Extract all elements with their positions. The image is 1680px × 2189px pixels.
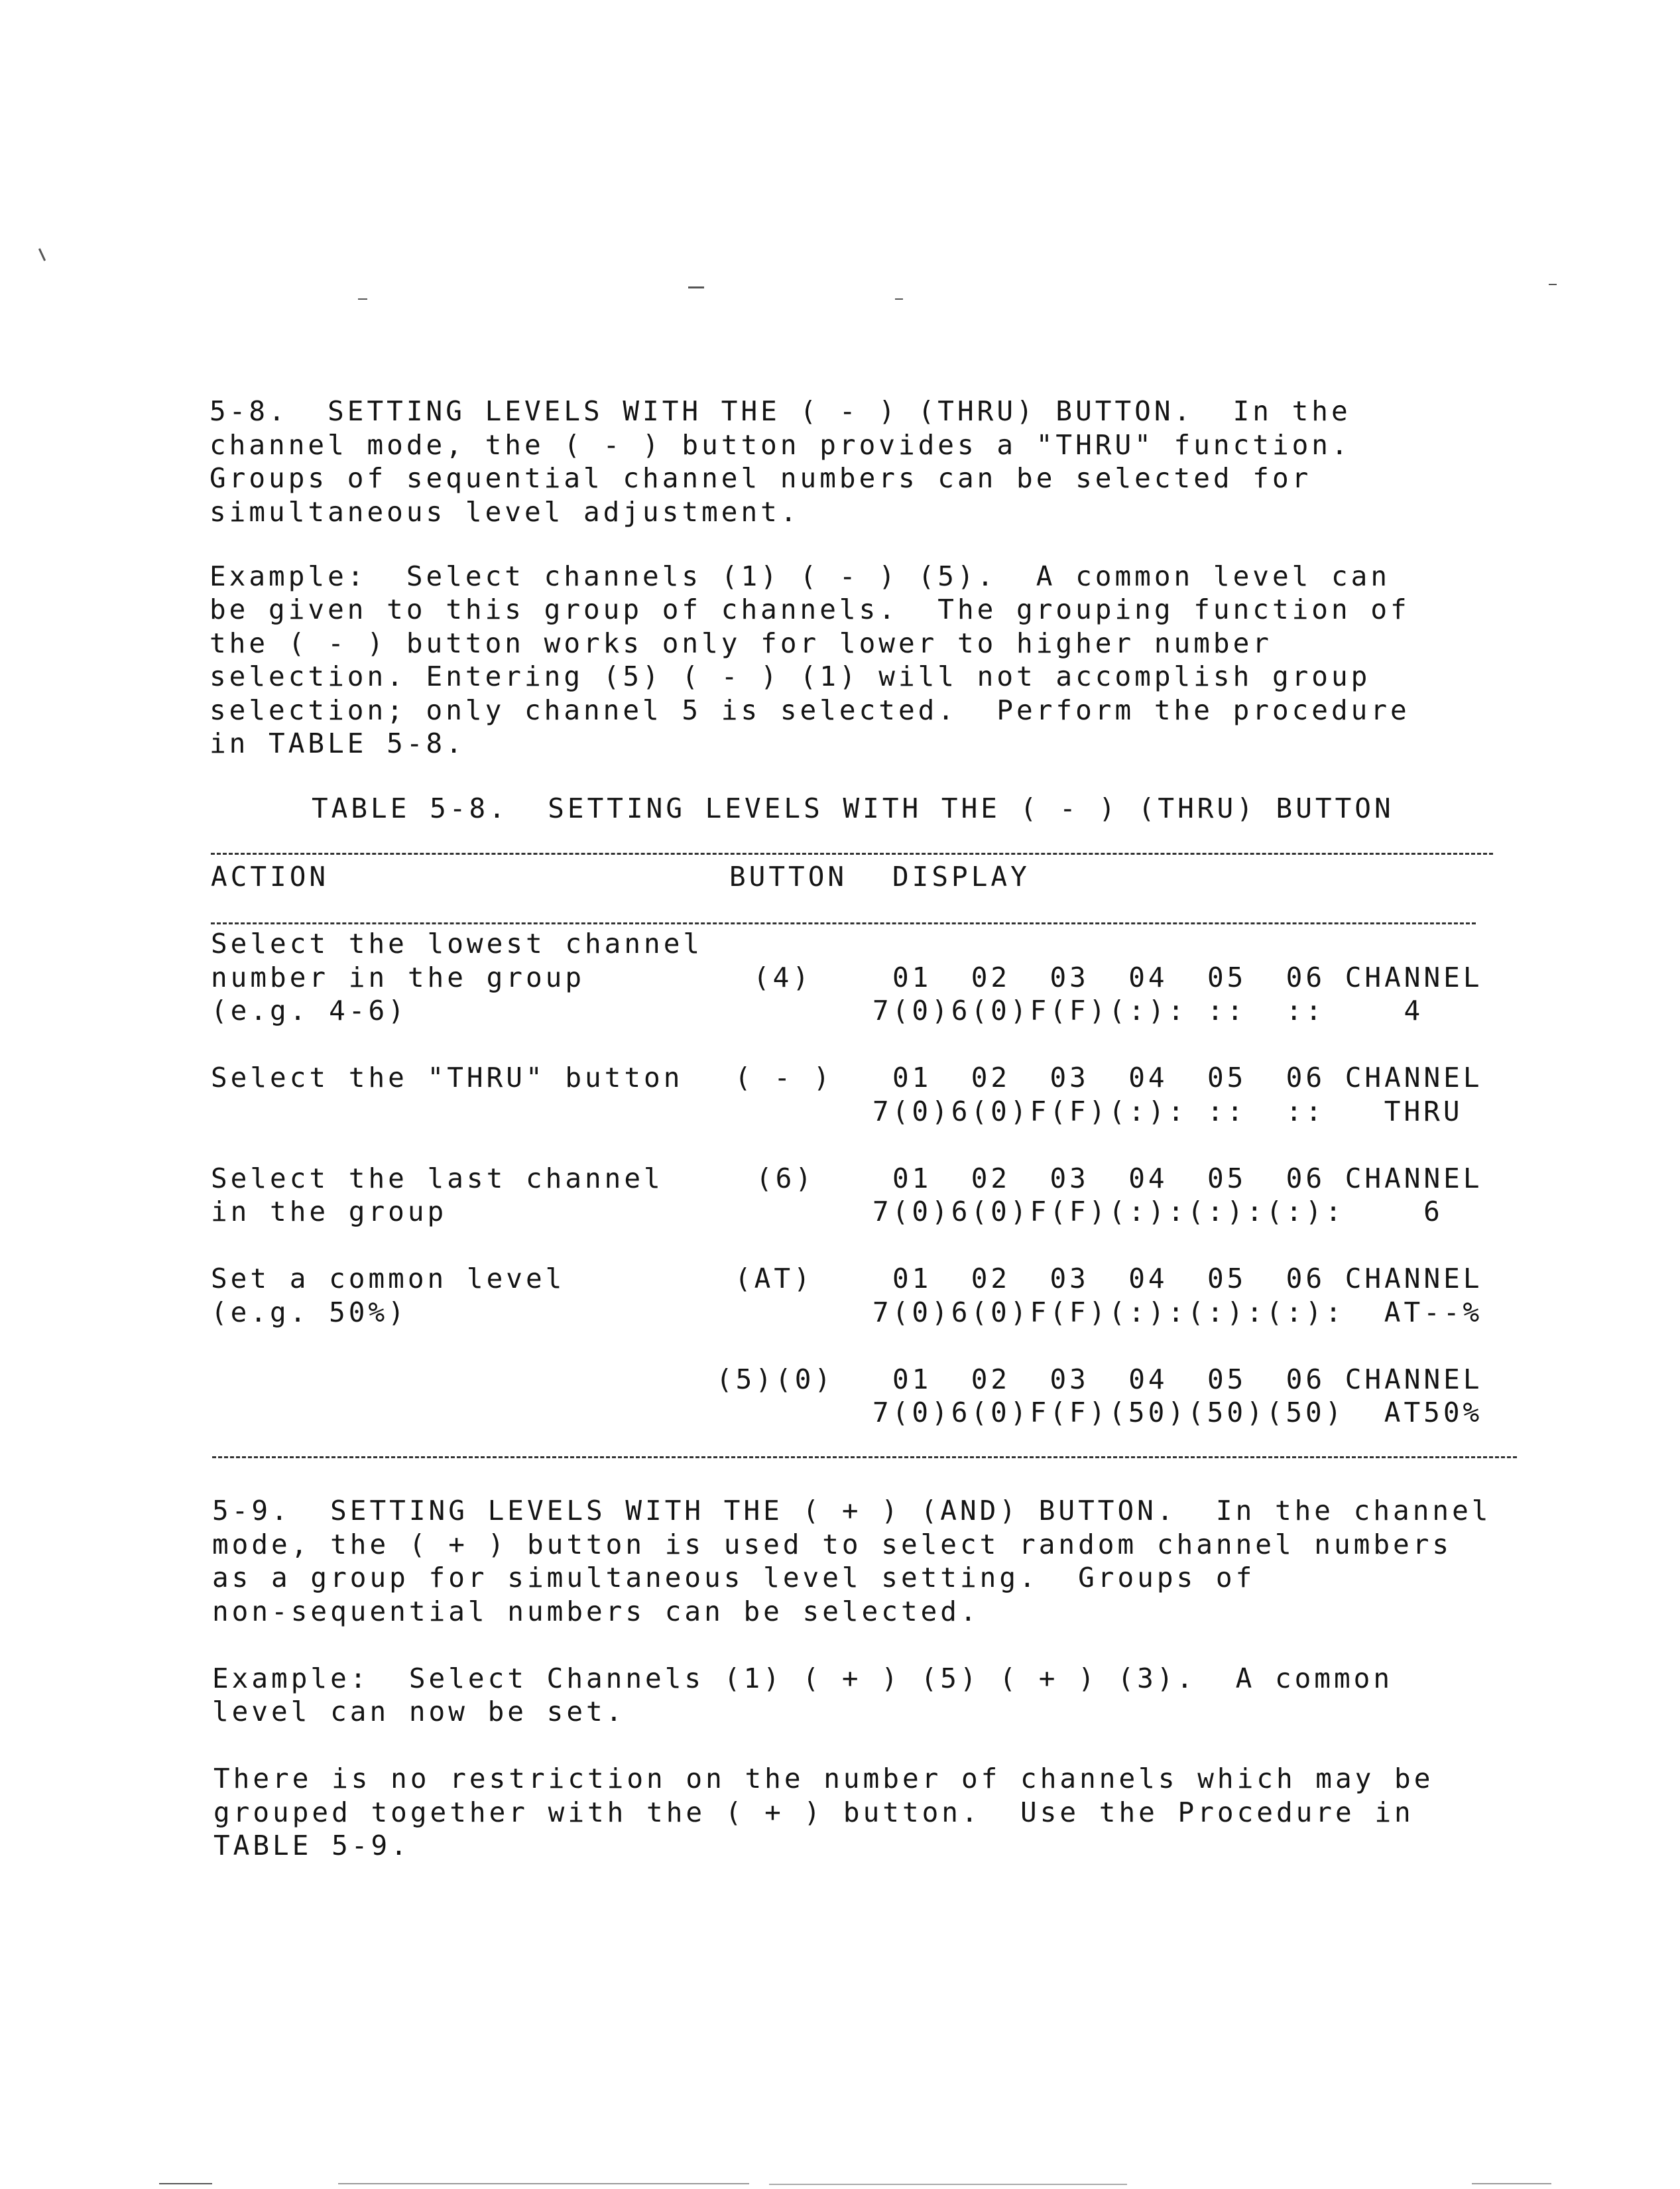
table-header-rule [211, 922, 1476, 924]
row-action-line: (e.g. 4-6) [211, 995, 408, 1027]
scan-mark [688, 286, 704, 288]
row-action-line: Select the last channel [211, 1162, 664, 1194]
row-display-line: 01 02 03 04 05 06 CHANNEL [892, 1363, 1483, 1395]
section-5-8-line: Groups of sequential channel numbers can be selected for [210, 462, 1312, 494]
example-line: be given to this group of channels. The grouping function of [210, 594, 1410, 625]
column-header-button: BUTTON [729, 861, 848, 893]
section-5-8-line: simultaneous level adjustment. [210, 496, 800, 528]
row-action-line: Set a common level [211, 1263, 566, 1294]
scan-mark [1549, 284, 1557, 285]
example-line: the ( - ) button works only for lower to higher number [210, 627, 1272, 659]
note-line: TABLE 5-9. [213, 1830, 410, 1861]
section-5-9-line: 5-9. SETTING LEVELS WITH THE ( + ) (AND) BUTTON. In the channel [212, 1495, 1492, 1527]
row-button: (AT) [735, 1263, 813, 1294]
scan-mark [38, 248, 46, 261]
row-button: (6) [756, 1162, 815, 1194]
row-button: (4) [753, 962, 813, 993]
table-bottom-rule [212, 1456, 1517, 1458]
scan-edge-mark [159, 2183, 212, 2184]
row-display-line: 7(0)6(0)F(F)(:):(:):(:): AT--% [872, 1296, 1483, 1328]
column-header-display: DISPLAY [892, 861, 1030, 893]
row-display-line: 7(0)6(0)F(F)(:): :: :: 4 [872, 995, 1424, 1027]
note-line: grouped together with the ( + ) button. Use the Procedure in [213, 1796, 1414, 1828]
example-line: selection. Entering (5) ( - ) (1) will not accomplish group [210, 660, 1371, 692]
section-5-9-line: mode, the ( + ) button is used to select random channel numbers [212, 1529, 1453, 1560]
row-action-line: (e.g. 50%) [211, 1296, 408, 1328]
row-action-line: in the group [211, 1196, 448, 1227]
example-line: selection; only channel 5 is selected. Perform the procedure [210, 694, 1410, 726]
scan-mark [358, 298, 367, 300]
section-5-9-line: as a group for simultaneous level setting. Groups of [212, 1562, 1256, 1594]
row-display-line: 7(0)6(0)F(F)(:): :: :: THRU [872, 1095, 1463, 1127]
row-action-line: number in the group [211, 962, 585, 993]
row-display-line: 01 02 03 04 05 06 CHANNEL [892, 1162, 1483, 1194]
row-button: (5)(0) [716, 1363, 835, 1395]
scan-edge-mark [769, 2184, 1127, 2185]
scan-edge-mark [338, 2183, 749, 2184]
row-display-line: 01 02 03 04 05 06 CHANNEL [892, 962, 1483, 993]
example-line: Example: Select Channels (1) ( + ) (5) ( + ) (3). A common [212, 1662, 1394, 1694]
row-action-line: Select the "THRU" button [211, 1062, 684, 1094]
example-line: level can now be set. [212, 1696, 626, 1727]
column-header-action: ACTION [211, 861, 330, 893]
scan-mark [895, 298, 903, 300]
table-title: TABLE 5-8. SETTING LEVELS WITH THE ( - ) (THRU) BUTTON [312, 792, 1394, 824]
row-action-line: Select the lowest channel [211, 928, 703, 960]
row-display-line: 7(0)6(0)F(F)(50)(50)(50) AT50% [872, 1397, 1483, 1428]
row-display-line: 7(0)6(0)F(F)(:):(:):(:): 6 [872, 1196, 1443, 1227]
row-display-line: 01 02 03 04 05 06 CHANNEL [892, 1263, 1483, 1294]
table-top-rule [211, 853, 1493, 855]
row-display-line: 01 02 03 04 05 06 CHANNEL [892, 1062, 1483, 1094]
row-button: ( - ) [735, 1062, 833, 1094]
section-5-9-line: non-sequential numbers can be selected. [212, 1595, 980, 1627]
example-line: Example: Select channels (1) ( - ) (5). A common level can [210, 560, 1391, 592]
section-5-8-line: 5-8. SETTING LEVELS WITH THE ( - ) (THRU) BUTTON. In the [210, 395, 1351, 427]
note-line: There is no restriction on the number of channels which may be [213, 1763, 1434, 1794]
scan-edge-mark [1472, 2183, 1551, 2184]
example-line: in TABLE 5-8. [210, 727, 465, 759]
section-5-8-line: channel mode, the ( - ) button provides a "THRU" function. [210, 429, 1351, 461]
